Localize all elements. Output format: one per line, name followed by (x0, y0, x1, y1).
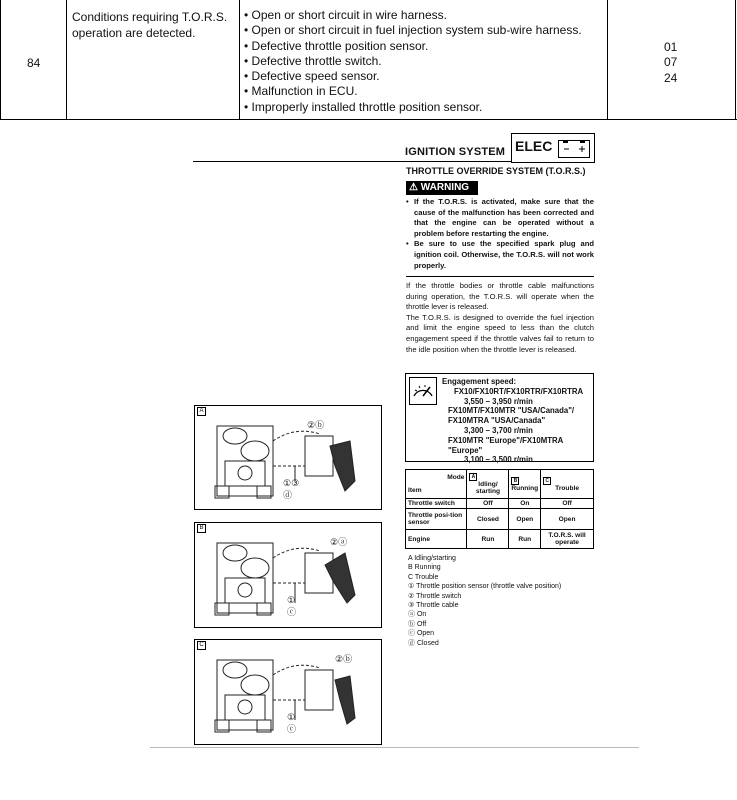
table-divider (239, 0, 240, 120)
mode-box: A (469, 473, 477, 481)
cause-item: • Open or short circuit in wire harness. (244, 8, 447, 22)
callout: ① (287, 712, 296, 722)
figure-label: C (197, 641, 206, 650)
mode-label: Mode (447, 474, 465, 481)
spec-line: 3,550 – 3,950 r/min (464, 396, 533, 406)
mode-box: B (511, 477, 519, 485)
table-cell: On (509, 499, 541, 509)
callout: ②ⓐ (330, 537, 348, 547)
paragraph: If the throttle bodies or throttle cable malfunctions during operation, the T.O.R.S. will operate when the throttle lever is released. (406, 281, 594, 312)
cause-item: • Defective throttle position sensor. (244, 38, 429, 53)
callout: ②ⓑ (307, 420, 325, 430)
figure-running (194, 522, 382, 628)
legend-item: ⓑ Off (408, 620, 427, 628)
legend-item: ⓓ Closed (408, 639, 439, 647)
spec-line: "Europe" (448, 445, 483, 455)
legend-item: ② Throttle switch (408, 592, 462, 600)
warning-item: • Be sure to use the specified spark plug and ignition coil. Otherwise, the T.O.R.S. will not work properly. (406, 239, 594, 271)
spec-line: 3,100 – 3,500 r/min (464, 455, 533, 465)
battery-icon (558, 140, 590, 158)
callout: ①③ (283, 478, 300, 488)
tachometer-icon (409, 377, 437, 405)
legend-item: ③ Throttle cable (408, 602, 459, 610)
legend-item: B Running (408, 564, 441, 572)
column-header: Running (511, 484, 539, 492)
table-divider (66, 0, 67, 120)
spec-text (442, 377, 583, 465)
engagement-speed-spec (405, 373, 594, 465)
figure-label: B (197, 524, 206, 533)
error-code-table (0, 0, 737, 120)
table-border-bottom (0, 119, 737, 120)
spec-title: Engagement speed: (442, 377, 517, 386)
figure-idling (194, 405, 382, 510)
warning-banner (406, 181, 478, 195)
table-border-right (735, 0, 736, 120)
section-title: IGNITION SYSTEM (405, 146, 506, 158)
column-header: Trouble (555, 484, 579, 492)
mode-box: C (543, 477, 551, 485)
mode-table (405, 469, 594, 549)
warning-label: WARNING (420, 182, 470, 193)
table-cell: T.O.R.S. will operate (541, 530, 594, 549)
table-cell: Run (509, 530, 541, 549)
spec-line: FX10MTRA "USA/Canada" (448, 416, 546, 426)
warning-item: • If the T.O.R.S. is activated, make sure that the cause of the malfunction has been corrected and that the engine can be operated without a problem before restarting the engine. (406, 197, 594, 239)
table-cell: Run (467, 530, 509, 549)
table-border-left (0, 0, 1, 120)
spec-line: FX10MTR "Europe"/FX10MTRA (448, 435, 564, 445)
footer-rule (150, 747, 639, 748)
callout: ⓓ (283, 490, 293, 500)
cause-item: • Improperly installed throttle position sensor. (244, 99, 483, 114)
causes-list (244, 8, 582, 115)
header-rule (193, 161, 511, 162)
legend-item: ⓒ Open (408, 630, 435, 638)
table-row (406, 470, 594, 499)
spec-line: FX10/FX10RT/FX10RTR/FX10RTRA (454, 386, 584, 396)
cause-item: • Defective throttle switch. (244, 53, 382, 68)
legend-item: ① Throttle position sensor (throttle valve position) (408, 583, 562, 591)
header-cell (406, 470, 467, 499)
elec-label: ELEC (515, 138, 553, 154)
reference-code: 07 (664, 55, 678, 70)
warning-icon: ⚠ (409, 182, 418, 193)
table-cell: Off (541, 499, 594, 509)
legend-item: C Trouble (408, 573, 439, 581)
table-cell: Throttle posi-tion sensor (406, 509, 467, 530)
warning-rule (406, 276, 594, 277)
item-label: Item (408, 487, 422, 494)
callout: ②ⓑ (335, 654, 353, 664)
table-divider (607, 0, 608, 120)
table-cell: Closed (467, 509, 509, 530)
table-cell: Open (541, 509, 594, 530)
reference-codes (664, 40, 677, 86)
legend-item: A Idling/starting (408, 555, 456, 562)
table-cell: Off (467, 499, 509, 509)
reference-code: 01 (664, 40, 678, 54)
warning-list (406, 197, 594, 271)
table-cell: Throttle switch (406, 499, 467, 509)
condition-text: Conditions requiring T.O.R.S. operation are detected. (72, 10, 228, 40)
body-text (406, 281, 594, 355)
cause-item: • Open or short circuit in fuel injection system sub-wire harness. (244, 23, 582, 38)
cause-item: • Malfunction in ECU. (244, 84, 358, 99)
spec-line: FX10MT/FX10MTR "USA/Canada"/ (448, 406, 575, 416)
callout: ⓒ (287, 724, 297, 734)
header-cell (467, 470, 509, 499)
subsection-title: THROTTLE OVERRIDE SYSTEM (T.O.R.S.) (406, 166, 586, 176)
paragraph: The T.O.R.S. is designed to override the fuel injection and limit the engine speed to less than the clutch engagement speed if the throttle valves fail to return to the idle position when the throttle lever is released. (406, 312, 594, 354)
column-header: Idling/ starting (475, 481, 501, 495)
legend-item: ⓐ On (408, 611, 427, 619)
reference-code: 24 (664, 70, 678, 85)
table-cell: Open (509, 509, 541, 530)
error-code: 84 (27, 56, 41, 70)
callout: ① (287, 595, 296, 605)
table-row (406, 509, 594, 530)
header-cell (509, 470, 541, 499)
figure-label: A (197, 407, 206, 416)
elec-badge (511, 133, 595, 163)
legend (408, 554, 561, 648)
callout: ⓒ (287, 607, 297, 617)
figure-trouble (194, 639, 382, 745)
cause-item: • Defective speed sensor. (244, 69, 380, 84)
header-cell (541, 470, 594, 499)
spec-line: 3,300 – 3,700 r/min (464, 425, 533, 435)
table-cell: Engine (406, 530, 467, 549)
table-row (406, 499, 594, 509)
table-row (406, 530, 594, 549)
